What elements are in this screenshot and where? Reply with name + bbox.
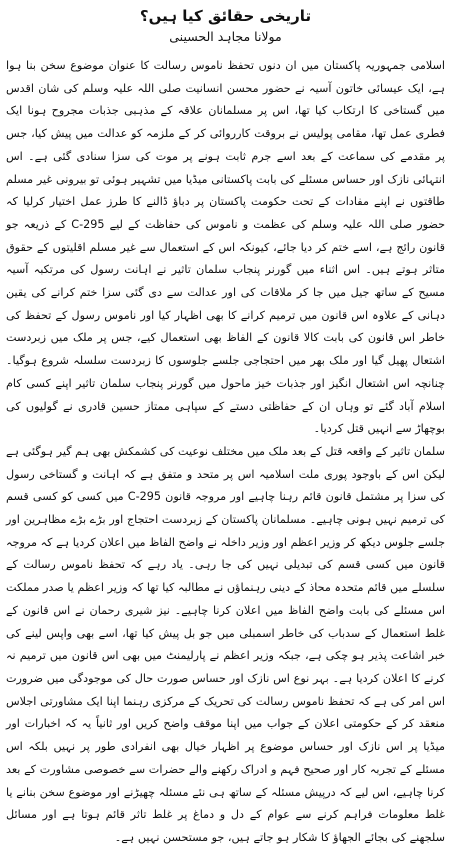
- article-paragraph: سلمان تاثیر کے واقعہ قتل کے بعد ملک میں مختلف نوعیت کی کشمکش بھی ہم گیر ہوگئی ہے لیکن اس کے باوجود پوری ملت اسلامیہ اس پر متحد و متفق ہے کہ اہانت و گستاخی رسول کی سزا پر مشتمل قانون قائم رہنا چاہیے اور مروجہ قانون C-295 میں کسی کو کسی قسم کی ترمیم نہیں ہونی چاہیے۔ مسلمانان پاکستان کے زبردست احتجاج اور بڑے بڑے مظاہرین اور جلسے جلوس دیکھ کر وزیر اعظم اور وزیر داخلہ نے واضح الفاظ میں اعلان کردیا ہے کہ مروجہ قانون میں کسی قسم کی تبدیلی نہیں کی جا رہی۔ یاد رہے کہ تحفظ ناموس رسالت کے سلسلے میں قائم متحدہ محاذ کے دینی رہنماؤں نے مطالبہ کیا تھا کہ وزیر اعظم یا صدر مملکت اس مسئلے کی بابت واضح الفاظ میں اعلان کرنا چاہیے۔ نیز شیری رحمان نے اس قانون کے غلط استعمال کے سدباب کی خاطر اسمبلی میں جو بل پیش کیا تھا، اسے بھی واپس لینے کی خبر اشاعت پذیر ہو چکی ہے، جبکہ وزیر اعظم نے پارلیمنٹ میں بھی اس قانون میں ترمیم نہ کرنے کا اعلان کردیا ہے۔ بہر نوع اس نازک اور حساس صورت حال کی موجودگی میں ضرورت اس امر کی ہے کہ تحفظ ناموس رسالت کی تحریک کے مرکزی رہنما اپنا ایک مشاورتی اجلاس منعقد کر کے حکومتی اعلان کے جواب میں اپنا موقف واضح کریں اور ثانیاً یہ کہ اخبارات اور میڈیا پر اس نازک اور حساس موضوع پر اظہار خیال بھی انفرادی طور پر نہیں بلکہ اس مسئلے کے تجربہ کار اور صحیح فہم و ادراک رکھنے والے حضرات سے خصوصی مشاورت کے بعد کرنا چاہیے، اس لیے کہ درپیش مسئلہ کے ساتھ ہی نئے مسئلہ چھیڑنے اور موضوع سخن بنانے یا غلط معلومات فراہم کرنے سے عوام کے دل و دماغ پر غلط تاثر قائم ہوتا ہے اور مسائل سلجھنے کی بجائے الجھاؤ کا شکار ہو جاتے ہیں، جو مستحسن نہیں ہے۔: [6, 444, 445, 844]
- article-author: مولانا مجاہد الحسینی: [169, 29, 282, 44]
- article-body: [6, 55, 446, 844]
- article-paragraph: اسلامی جمہوریہ پاکستان میں ان دنوں تحفظ ناموس رسالت کا عنوان موضوع سخن بنا ہوا ہے، ایک عیسائی خاتون آسیہ نے حضور محسن انسانیت صلی اللہ علیہ وسلم کی شان اقدس میں گستاخی کا ارتکاب کیا تھا، اس پر مسلمانان علاقہ کے مذہبی جذبات مجروح ہونا ایک فطری عمل تھا، مقامی پولیس نے بروقت کارروائی کر کے ملزمہ کو عدالت میں پیش کیا، جس پر مقدمے کی سماعت کے بعد اسے جرم ثابت ہونے پر موت کی سزا سنادی گئی ہے۔ اس انتہائی نازک اور حساس مسئلے کی بابت پاکستانی میڈیا میں تشہیر ہوئی تو بیرونی غیر مسلم طاقتوں نے اپنے مفادات کے تحت حکومت پاکستان پر دباؤ ڈالنے کا طرز عمل اختیار کرلیا کہ حضور صلی اللہ علیہ وسلم کی عظمت و ناموس کی حفاظت کے لیے C-295 کے ذریعہ جو قانون رائج ہے، اسے ختم کر دیا جائے، کیونکہ اس کے استعمال سے غیر مسلم اقلیتوں کے حقوق متاثر ہوتے ہیں۔ اس اثناء میں گورنر پنجاب سلمان تاثیر نے اہانت رسول کی مرتکبہ آسیہ مسیح کے ساتھ جیل میں جا کر ملاقات کی اور عدالت سے دی گئی سزا ختم کرانے کی یقین دہانی کے علاوہ اس قانون میں ترمیم کرانے کا بھی اظہار کیا اور ناموس رسول کے تحفظ کی خاطر اس قانون کی بابت کالا قانون کے الفاظ بھی استعمال کیے، جس پر ملک میں زبردست اشتعال پھیل گیا اور ملک بھر میں احتجاجی جلسے جلوسوں کا زبردست سلسلہ شروع ہوگیا۔ چنانچہ اس اشتعال انگیز اور جذبات خیز ماحول میں گورنر پنجاب سلمان تاثیر اپنے کسی کام اسلام آباد گئے تو وہاں ان کے حفاظتی دستے کے سپاہی ممتاز حسین قادری نے گولیوں کی بوچھاڑ سے انہیں قتل کردیا۔: [6, 59, 446, 436]
- article-title: تاریخی حقائق کیا ہیں؟: [139, 7, 312, 25]
